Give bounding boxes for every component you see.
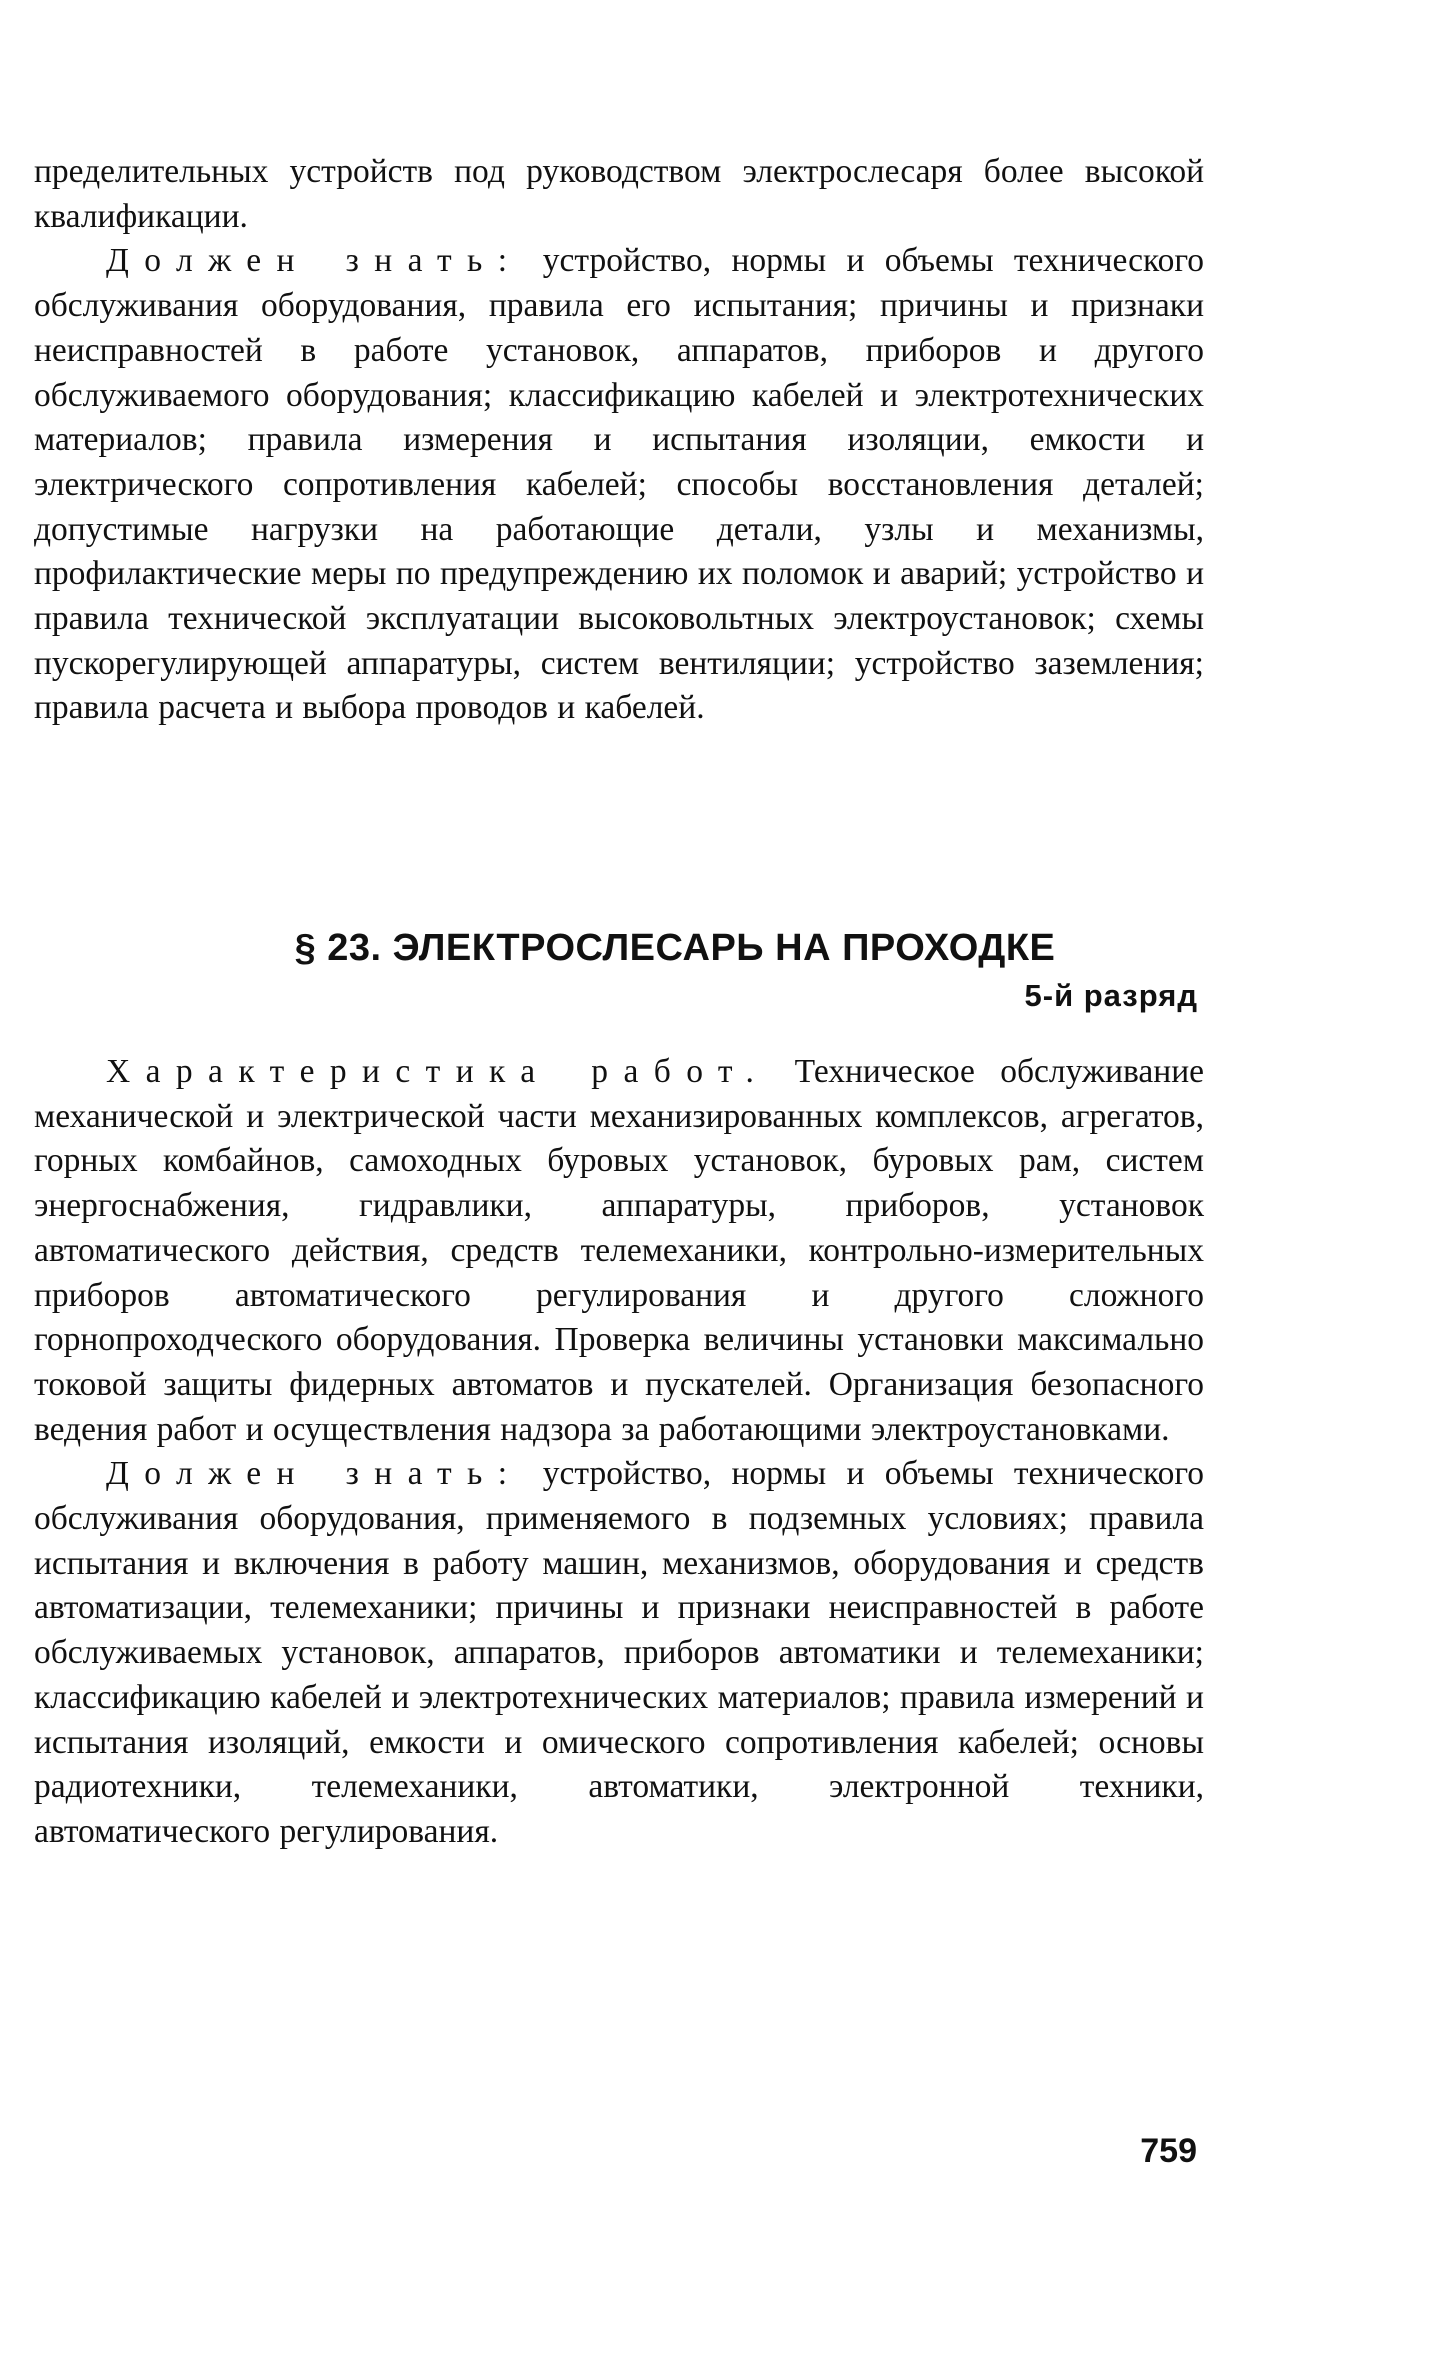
section-text — [34, 1050, 1204, 1855]
section-requirements-paragraph — [34, 1452, 1204, 1854]
work-description-lead: Характеристика работ. — [106, 1053, 770, 1090]
work-description-body: Техническое обслуживание механической и электрической части механизированных комплексов, агрегатов, горных комбайнов, самоходных буровых установок, буровых рам, систем энергоснабжения, гидравлики, аппаратуры, приборов, установок автоматического действия, средств телемеханики, контрольно-измерительных приборов автоматического регулирования и другого сложного горнопроходческого оборудования. Проверка величины установки максимально токовой защиты фидерных автоматов и пускателей. Организация безопасного ведения работ и осуществления надзора за работающими электроустановками. — [34, 1053, 1204, 1448]
page-number: 759 — [1140, 2132, 1197, 2170]
section-requirements-body: устройство, нормы и объемы технического обслуживания оборудования, применяемого в подземных условиях; правила испытания и включения в работу машин, механизмов, оборудования и средств автоматизации, телемеханики; причины и признаки неисправностей в работе обслуживаемых установок, аппаратов, приборов автоматики и телемеханики; классификацию кабелей и электротехнических материалов; правила измерений и испытания изоляций, емкости и омического сопротивления кабелей; основы радиотехники, телемеханики, автоматики, электронной техники, автоматического регулирования. — [34, 1455, 1204, 1850]
work-description-paragraph — [34, 1050, 1204, 1452]
section-title: § 23. ЭЛЕКТРОСЛЕСАРЬ НА ПРОХОДКЕ — [294, 927, 1056, 969]
requirements-lead: Должен знать: — [106, 242, 523, 280]
continuation-paragraph: пределительных устройств под руководством электрослесаря более высокой квалификации. — [34, 153, 1204, 235]
section-grade: 5-й разряд — [1024, 978, 1198, 1013]
requirements-body: устройство, нормы и объемы технического обслуживания оборудования, правила его испытания; причины и признаки неисправностей в работе установок, аппаратов, приборов и другого обслуживаемого оборудования; классификацию кабелей и электротехнических материалов; правила измерения и испытания изоляции, емкости и электрического сопротивления кабелей; способы восстановления деталей; допустимые нагрузки на работающие детали, узлы и механизмы, профилактические меры по предупреждению их поломок и аварий; устройство и правила технической эксплуатации высоковольтных электроустановок; схемы пускорегулирующей аппаратуры, систем вентиляции; устройство заземления; правила расчета и выбора проводов и кабелей. — [34, 242, 1204, 727]
requirements-paragraph — [34, 239, 1204, 731]
continuation-text — [34, 150, 1204, 731]
section-requirements-lead: Должен знать: — [106, 1455, 523, 1493]
